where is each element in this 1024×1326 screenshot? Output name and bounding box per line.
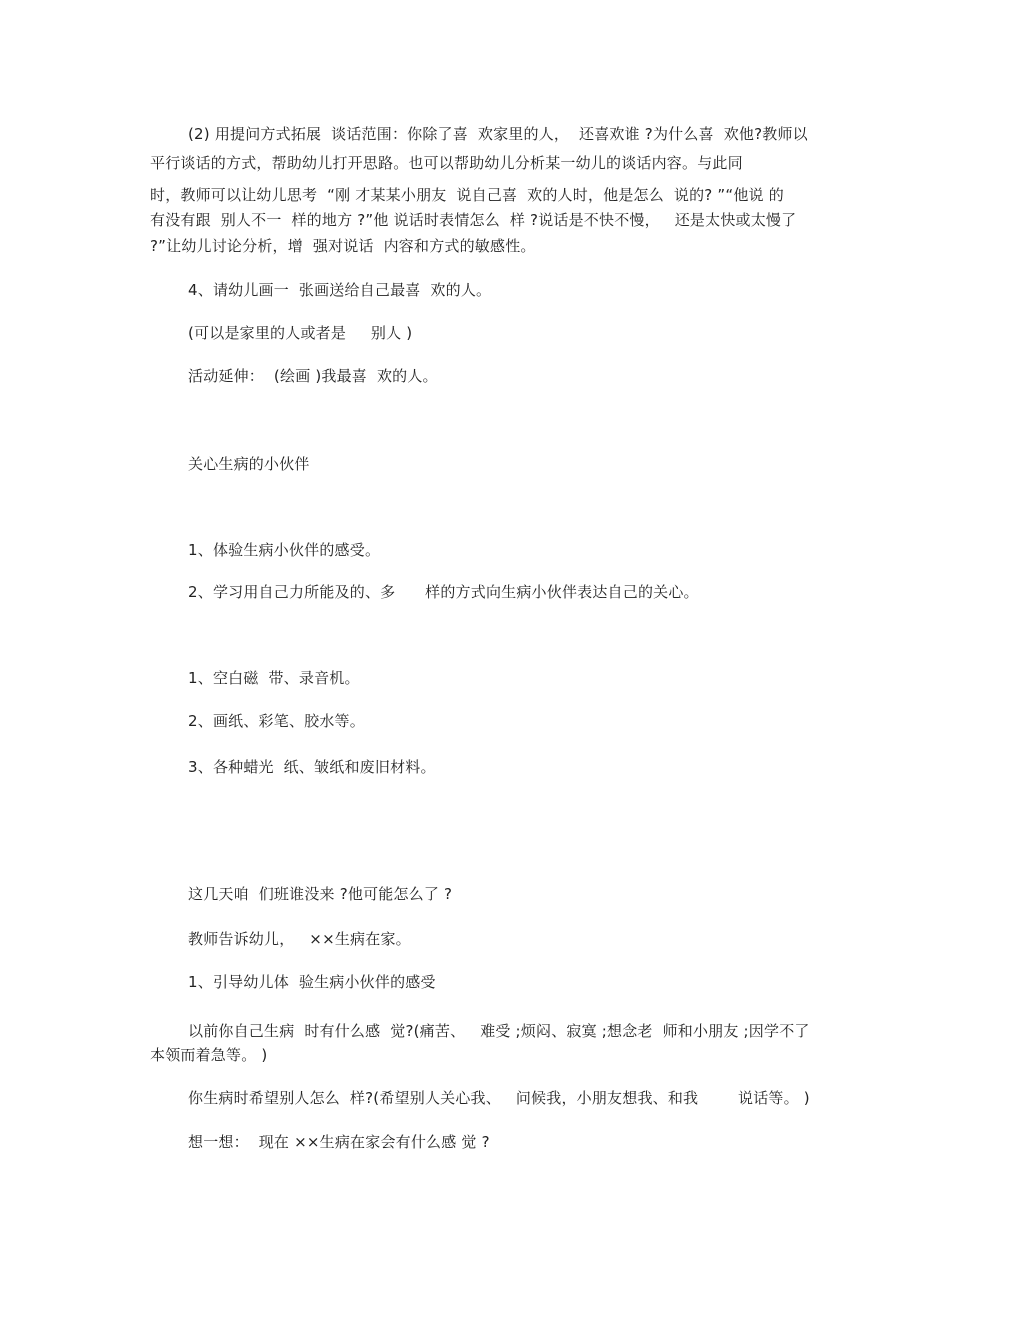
para1-line5: ?”让幼儿讨论分析，增 强对说话 内容和方式的敏感性。	[150, 237, 536, 255]
goal-item-1: 1、体验生病小伙伴的感受。	[188, 541, 381, 559]
section-title: 关心生病的小伙伴	[188, 455, 310, 473]
process-para2: 你生病时希望别人怎么 样?(希望别人关心我、 问候我，小朋友想我、和我 说话等。 )	[188, 1089, 810, 1107]
process-para3: 想一想： 现在 ××生病在家会有什么感 觉 ?	[188, 1133, 490, 1151]
item4-note: (可以是家里的人或者是 别人 )	[188, 324, 413, 342]
para1-line1: (2) 用提问方式拓展 谈话范围：你除了喜 欢家里的人， 还喜欢谁 ?为什么喜 欢他?教师以	[188, 125, 808, 143]
activity-extension: 活动延伸： (绘画 )我最喜 欢的人。	[188, 367, 438, 385]
material-item-2: 2、画纸、彩笔、胶水等。	[188, 712, 365, 730]
process-question-2: 教师告诉幼儿， ××生病在家。	[188, 930, 411, 948]
process-step-1: 1、引导幼儿体 验生病小伙伴的感受	[188, 973, 436, 991]
goal-item-2: 2、学习用自己力所能及的、多 样的方式向生病小伙伴表达自己的关心。	[188, 583, 699, 601]
process-question-1: 这几天咱 们班谁没来 ?他可能怎么了 ?	[188, 885, 453, 903]
process-para1-line2: 本领而着急等。 )	[150, 1046, 268, 1064]
material-item-1: 1、空白磁 带、录音机。	[188, 669, 360, 687]
para1-line3: 时，教师可以让幼儿思考 “刚 才某某小朋友 说自己喜 欢的人时，他是怎么 说的? ”“他说 的	[150, 186, 784, 204]
para1-line4: 有没有跟 别人不一 样的地方 ?”他 说话时表情怎么 样 ?说话是不快不慢， 还是太快或太慢了	[150, 211, 797, 229]
material-item-3: 3、各种蜡光 纸、皱纸和废旧材料。	[188, 758, 436, 776]
process-para1-line1: 以前你自己生病 时有什么感 觉?(痛苦、 难受 ;烦闷、寂寞 ;想念老 师和小朋友 ;因学不了	[188, 1022, 810, 1040]
para1-line2: 平行谈话的方式，帮助幼儿打开思路。也可以帮助幼儿分析某一幼儿的谈话内容。与此同	[150, 154, 743, 172]
item4: 4、请幼儿画一 张画送给自己最喜 欢的人。	[188, 281, 492, 299]
